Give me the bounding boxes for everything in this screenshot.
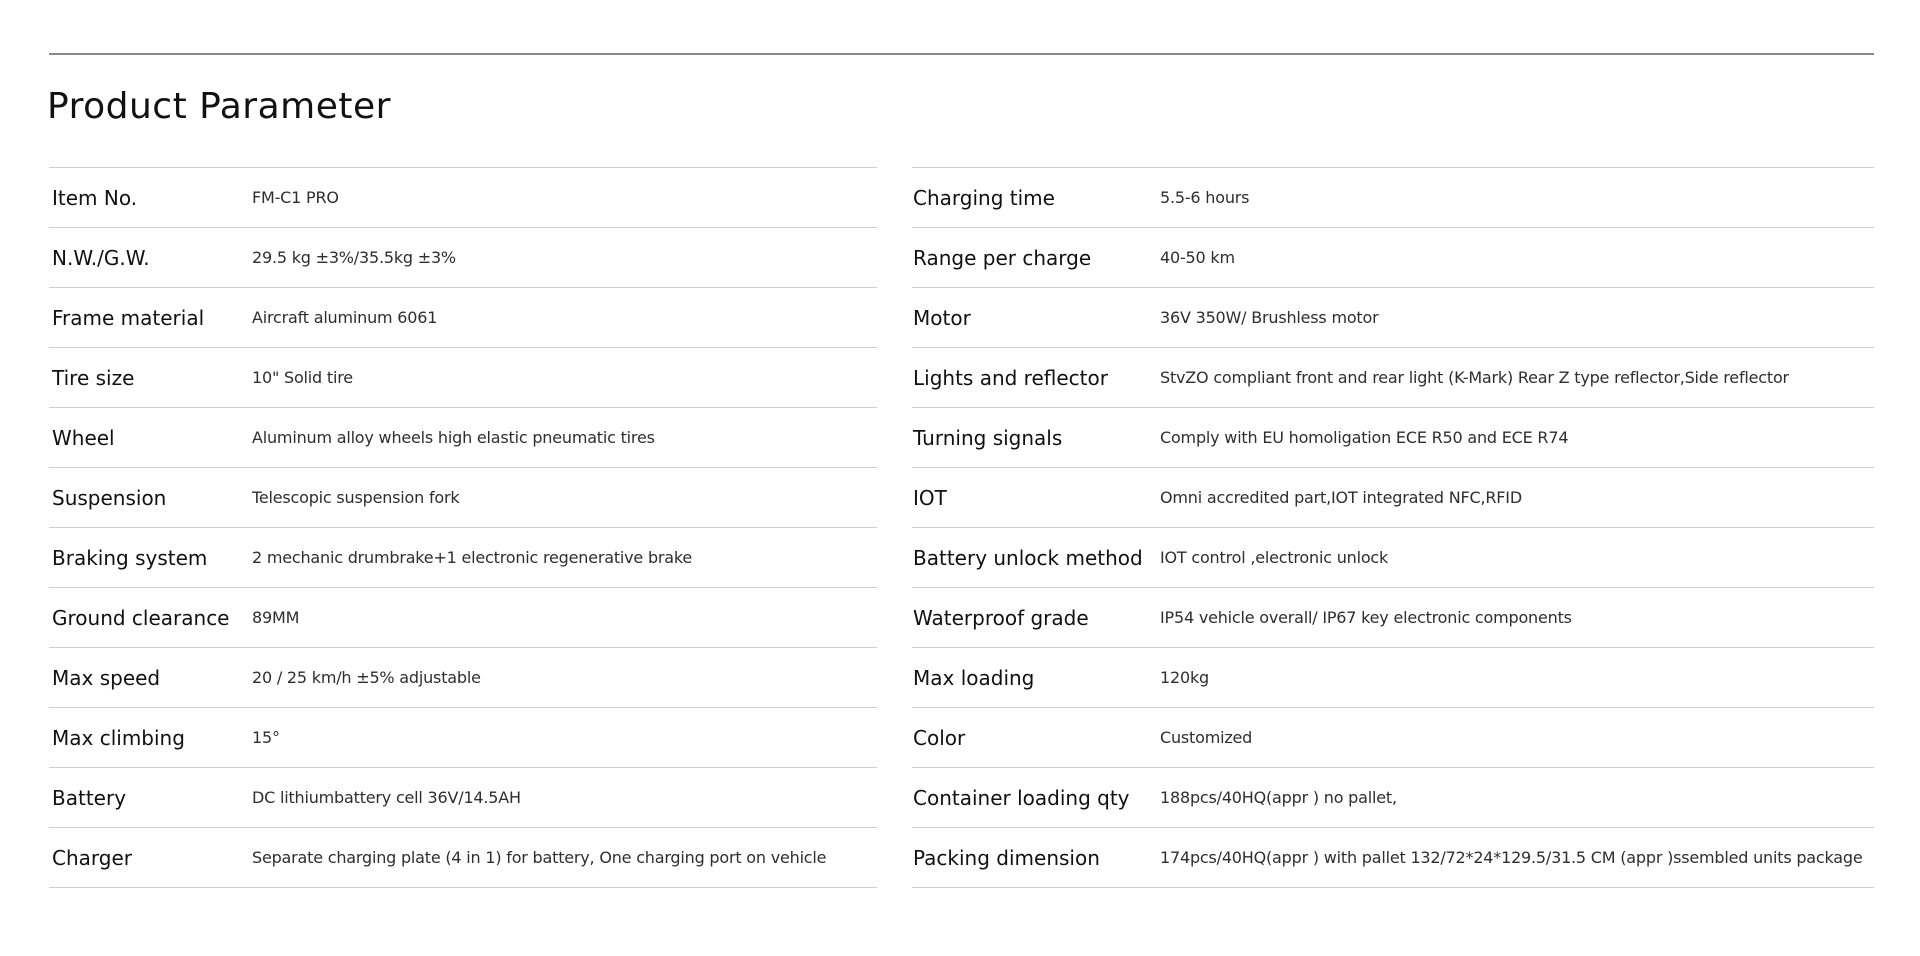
table-row — [912, 168, 1874, 228]
param-value: 120kg — [1160, 668, 1209, 687]
table-row — [49, 468, 877, 528]
table-row — [49, 768, 877, 828]
param-label: Suspension — [52, 485, 167, 510]
param-label: Motor — [913, 305, 971, 330]
param-value: 29.5 kg ±3%/35.5kg ±3% — [252, 248, 456, 267]
param-label: Packing dimension — [913, 845, 1100, 870]
param-value: 188pcs/40HQ(appr ) no pallet, — [1160, 788, 1397, 807]
param-label: Charger — [52, 845, 132, 870]
top-divider — [49, 53, 1874, 55]
table-row — [49, 588, 877, 648]
table-row — [912, 528, 1874, 588]
param-label: Wheel — [52, 425, 115, 450]
param-value: 20 / 25 km/h ±5% adjustable — [252, 668, 481, 687]
table-row — [912, 768, 1874, 828]
param-label: Ground clearance — [52, 605, 230, 630]
parameter-table-left — [49, 167, 877, 888]
table-row — [912, 708, 1874, 768]
param-value: FM-C1 PRO — [252, 188, 339, 207]
table-row — [912, 228, 1874, 288]
param-label: Turning signals — [913, 425, 1063, 450]
table-row — [49, 828, 877, 888]
param-label: Range per charge — [913, 245, 1092, 270]
param-value: 174pcs/40HQ(appr ) with pallet 132/72*24*129.5/31.5 CM (appr )ssembled units package — [1160, 848, 1863, 867]
table-row — [49, 228, 877, 288]
param-label: IOT — [913, 485, 947, 510]
param-value: 40-50 km — [1160, 248, 1235, 267]
table-row — [912, 588, 1874, 648]
param-label: N.W./G.W. — [52, 245, 150, 270]
param-value: Separate charging plate (4 in 1) for battery, One charging port on vehicle — [252, 848, 827, 867]
table-row — [912, 408, 1874, 468]
table-row — [49, 708, 877, 768]
table-row — [49, 168, 877, 228]
param-value: Telescopic suspension fork — [252, 488, 460, 507]
table-row — [912, 288, 1874, 348]
param-label: Max loading — [913, 665, 1035, 690]
param-value: 89MM — [252, 608, 300, 627]
param-value: IP54 vehicle overall/ IP67 key electronic components — [1160, 608, 1572, 627]
param-value: IOT control ,electronic unlock — [1160, 548, 1389, 567]
param-value: 15° — [252, 728, 280, 747]
table-row — [49, 408, 877, 468]
param-label: Lights and reflector — [913, 365, 1108, 390]
param-value: Omni accredited part,IOT integrated NFC,RFID — [1160, 488, 1522, 507]
table-row — [912, 468, 1874, 528]
param-label: Max climbing — [52, 725, 185, 750]
param-value: Customized — [1160, 728, 1253, 747]
param-label: Frame material — [52, 305, 205, 330]
table-row — [912, 648, 1874, 708]
page-title: Product Parameter — [47, 86, 391, 127]
param-label: Battery — [52, 785, 127, 810]
param-label: Tire size — [52, 365, 135, 390]
param-label: Waterproof grade — [913, 605, 1089, 630]
table-row — [49, 348, 877, 408]
table-row — [912, 828, 1874, 888]
table-row — [49, 288, 877, 348]
param-label: Braking system — [52, 545, 208, 570]
param-value: 5.5-6 hours — [1160, 188, 1250, 207]
param-value: Aircraft aluminum 6061 — [252, 308, 438, 327]
param-value: 2 mechanic drumbrake+1 electronic regenerative brake — [252, 548, 693, 567]
param-label: Color — [913, 725, 966, 750]
param-label: Max speed — [52, 665, 161, 690]
param-value: Comply with EU homoligation ECE R50 and ECE R74 — [1160, 428, 1569, 447]
table-row — [49, 528, 877, 588]
param-label: Battery unlock method — [913, 545, 1143, 570]
parameter-table-right — [912, 167, 1874, 888]
param-value: 10" Solid tire — [252, 368, 353, 387]
param-value: StvZO compliant front and rear light (K-Mark) Rear Z type reflector,Side reflector — [1160, 368, 1789, 387]
param-value: 36V 350W/ Brushless motor — [1160, 308, 1379, 327]
param-label: Item No. — [52, 185, 138, 210]
table-row — [912, 348, 1874, 408]
table-row — [49, 648, 877, 708]
param-label: Container loading qty — [913, 785, 1130, 810]
param-value: Aluminum alloy wheels high elastic pneumatic tires — [252, 428, 655, 447]
param-label: Charging time — [913, 185, 1055, 210]
param-value: DC lithiumbattery cell 36V/14.5AH — [252, 788, 521, 807]
